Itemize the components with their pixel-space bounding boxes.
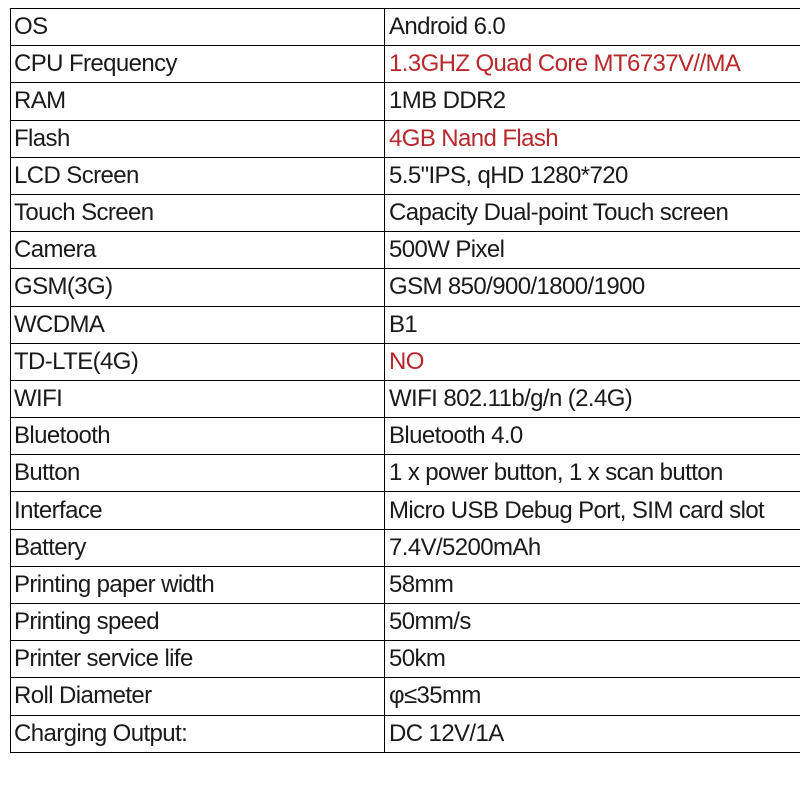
spec-sheet — [10, 8, 800, 792]
table-row — [11, 380, 800, 417]
table-row — [11, 529, 800, 566]
spec-value: 4GB Nand Flash — [385, 120, 800, 157]
table-row — [11, 157, 800, 194]
table-row — [11, 83, 800, 120]
spec-value: 1MB DDR2 — [385, 83, 800, 120]
table-row — [11, 9, 800, 46]
spec-label: Printer service life — [11, 641, 385, 678]
table-row — [11, 120, 800, 157]
spec-value: GSM 850/900/1800/1900 — [385, 269, 800, 306]
spec-value: 50mm/s — [385, 604, 800, 641]
spec-value: B1 — [385, 306, 800, 343]
table-row — [11, 232, 800, 269]
table-row — [11, 306, 800, 343]
spec-label: RAM — [11, 83, 385, 120]
spec-value: 5.5"IPS, qHD 1280*720 — [385, 157, 800, 194]
spec-value: 1 x power button, 1 x scan button — [385, 455, 800, 492]
spec-value: DC 12V/1A — [385, 715, 800, 752]
table-row — [11, 269, 800, 306]
spec-label: Touch Screen — [11, 194, 385, 231]
table-row — [11, 492, 800, 529]
spec-label: CPU Frequency — [11, 46, 385, 83]
spec-label: Camera — [11, 232, 385, 269]
spec-label: Interface — [11, 492, 385, 529]
spec-label: Printing paper width — [11, 566, 385, 603]
table-row — [11, 343, 800, 380]
spec-value: Bluetooth 4.0 — [385, 418, 800, 455]
specifications-table-body — [11, 9, 800, 753]
table-row — [11, 566, 800, 603]
spec-label: Charging Output: — [11, 715, 385, 752]
spec-value: Capacity Dual-point Touch screen — [385, 194, 800, 231]
spec-label: Button — [11, 455, 385, 492]
table-row — [11, 46, 800, 83]
table-row — [11, 678, 800, 715]
table-row — [11, 641, 800, 678]
spec-value: 50km — [385, 641, 800, 678]
table-row — [11, 194, 800, 231]
spec-label: Printing speed — [11, 604, 385, 641]
spec-value: 7.4V/5200mAh — [385, 529, 800, 566]
spec-label: Battery — [11, 529, 385, 566]
spec-label: WCDMA — [11, 306, 385, 343]
specifications-table — [10, 8, 800, 753]
spec-label: Bluetooth — [11, 418, 385, 455]
spec-value: WIFI 802.11b/g/n (2.4G) — [385, 380, 800, 417]
spec-label: TD-LTE(4G) — [11, 343, 385, 380]
spec-value: 500W Pixel — [385, 232, 800, 269]
table-row — [11, 418, 800, 455]
table-row — [11, 604, 800, 641]
spec-value: 1.3GHZ Quad Core MT6737V//MA — [385, 46, 800, 83]
spec-label: Flash — [11, 120, 385, 157]
table-row — [11, 455, 800, 492]
spec-label: OS — [11, 9, 385, 46]
spec-value: Android 6.0 — [385, 9, 800, 46]
spec-value: NO — [385, 343, 800, 380]
spec-label: GSM(3G) — [11, 269, 385, 306]
spec-label: WIFI — [11, 380, 385, 417]
table-row — [11, 715, 800, 752]
spec-label: LCD Screen — [11, 157, 385, 194]
spec-value: 58mm — [385, 566, 800, 603]
spec-value: φ≤35mm — [385, 678, 800, 715]
spec-value: Micro USB Debug Port, SIM card slot — [385, 492, 800, 529]
spec-label: Roll Diameter — [11, 678, 385, 715]
